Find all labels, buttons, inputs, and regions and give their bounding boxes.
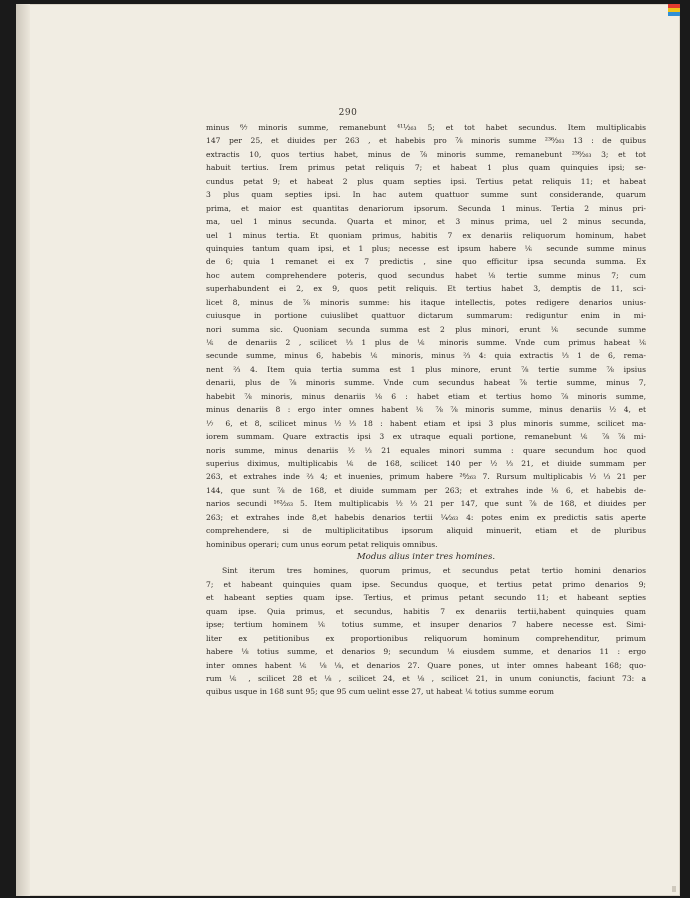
text-line: ipse; tertium hominem ⅙ totius summe, et insuper denarios 7 habere necesse est. Simi- [206,620,646,630]
text-line: habuit tertius. Irem primus petat reliquis 7; et habeat 1 plus quam quinquies ipsi; se- [206,163,646,173]
text-line: cundus petat 9; et habeat 2 plus quam septies ipsi. Tertius petat reliquis 11; et habeat [206,176,646,186]
text-line: liter ex petitionibus ex proportionibus reliquorum hominum comprehenditur, primum [206,633,646,643]
body-text [206,121,646,699]
text-line: licet 8, minus de ⅞ minoris summe: his itaque intellectis, potes redigere denarios unius- [206,297,646,307]
text-line: nent ⅔ 4. Item quia tertia summa est 1 plus minore, erunt ⅞ tertie summe ⅞ ipsius [206,364,646,374]
book-page [16,4,680,896]
text-line: cuiusque in portione cuiuslibet quattuor dictarum summarum: rediguntur enim in mi- [206,311,646,321]
page-gutter-shadow [16,4,30,896]
text-line: comprehendere, si de multiplicitatibus ipsorum aliquid minuerit, etiam et de pluribus [206,526,646,536]
text-line: uel 1 minus tertia. Et quoniam primus, habitis 7 ex denariis reliquorum hominum, habet [206,230,646,240]
text-line: rum ⅙ , scilicet 28 et ⅛ , scilicet 24, et ⅛ , scilicet 21, in unum coniunctis, faciunt 73: a [206,673,646,683]
text-line: quibus usque in 168 sunt 95; que 95 cum uelint esse 27, ut habeat ⅙ totius summe eorum [206,687,554,697]
text-line: et habeant septies quam ipse. Tertius, et primus petant secundo 11; et habeant septies [206,593,646,603]
text-line: 263; et extrahes inde 8,et habebis denarios tertii ¼⁄₂₆₃ 4: potes enim ex predictis satis aperte [206,512,646,522]
text-line: narios secundi ¹⁶²⁄₂₆₃ 5. Item multiplicabis ½ ⅓ 21 per 147, que sunt ⅞ de 168, et diuides per [206,499,646,509]
text-line: iorem summam. Quare extractis ipsi 3 ex utraque equali portione, remanebunt ⅙ ⅞ ⅞ mi- [206,432,646,442]
text-line: minus denariis 8 : ergo inter omnes habent ⅙ ⅞ ⅞ minoris summe, minus denariis ½ 4, et [206,405,646,415]
paragraph-2 [206,564,646,698]
text-line: quam ipse. Quia primus, et secundus, habitis 7 ex denariis tertii,habent quinquies quam [206,606,646,616]
text-line: 144, que sunt ⅞ de 168, et diuide summam per 263; et extrahes inde ⅛ 6, et habebis de- [206,485,646,495]
text-line: extractis 10, quos tertius habet, minus de ⁷⁄₈ minoris summe, remanebunt ²³⁶⁄₂₆₃ 3; et tot [206,149,646,159]
paragraph-1 [206,121,646,551]
text-line: secunde summe, minus 6, habebis ⅙ minoris, minus ⅔ 4: quia extractis ⅓ 1 de 6, rema- [206,351,646,361]
text-line: habebit ⅞ minoris, minus denariis ⅛ 6 : habet etiam et tertius homo ⅞ minoris summe, [206,391,646,401]
page-corner-mark [672,886,676,892]
text-line: noris summe, minus denariis ½ ⅓ 21 equales minori summa : quare secundum hoc quod [206,445,646,455]
text-line: ⅐ 6, et 8, scilicet minus ½ ⅓ 18 : habent etiam et ipsi 3 plus minoris summe, scilicet ma- [206,418,646,428]
text-line: quinquies tantum quam ipsi, et 1 plus; necesse est ipsum habere ⅙ secunde summe minus [206,243,646,253]
text-line: prima, et maior est quantitas denariorum ipsorum. Secunda 1 minus. Tertia 2 minus pri- [206,203,646,213]
text-line: 263, et extrahes inde ⅔ 4; et inuenies, primum habere ²⁶⁄₂₆₃ 7. Rursum multiplicabis ½ ⅓ 21 per [206,472,646,482]
text-line: 3 plus quam septies ipsi. In hac autem quattuor summe sunt considerande, quarum [206,190,646,200]
text-line: minus ⁶⁄₇ minoris summe, remanebunt ⁴¹¹⁄₂₆₃ 5; et tot habet secundus. Item multiplicabis [206,123,646,132]
text-line: superhabundent ei 2, ex 9, quos petit reliquis. Et tertius habet 3, demptis de 11, sci- [206,284,646,294]
text-line: nori summa sic. Quoniam secunda summa est 2 plus minori, erunt ⅙ secunde summe [206,324,646,334]
text-line: ma, uel 1 minus secunda. Quarta et minor, et 3 minus prima, uel 2 minus secunda, [206,217,646,227]
text-line: superius diximus, multiplicabis ⅙ de 168, scilicet 140 per ½ ⅓ 21, et diuide summam per [206,458,646,468]
text-line: de 6; quia 1 remanet ei ex 7 predictis , sine quo efficitur ipsa secunda summa. Ex [206,257,646,267]
color-calibration-bar [668,4,680,16]
section-heading: Modus alius inter tres homines. [356,552,496,562]
text-line: denarii, plus de ⅞ minoris summe. Vnde cum secundus habeat ⅞ tertie summe, minus 7, [206,378,646,388]
text-line: hominibus operari; cum unus eorum petat reliquis omnibus. [206,539,438,549]
calibration-swatch-blue [668,12,680,16]
text-line: Sint iterum tres homines, quorum primus, et secundus petat tertio homini denarios [222,566,646,576]
text-line: ⅙ de denariis 2 , scilicet ⅓ 1 plus de ⅙ minoris summe. Vnde cum primus habeat ⅙ [206,338,646,347]
text-line: inter omnes habent ⅙ ⅛ ⅛, et denarios 27. Quare pones, ut inter omnes habeant 168; quo- [206,660,646,670]
page-number: 290 [338,108,358,118]
text-line: 7; et habeant quinquies quam ipse. Secundus quoque, et tertius petat primo denarios 9; [206,579,646,589]
text-line: habere ⅛ totius summe, et denarios 9; secundum ⅛ eiusdem summe, et denarios 11 : ergo [206,647,646,657]
text-line: 147 per 25, et diuides per 263 , et habebis pro ⁷⁄₈ minoris summe ²³⁶⁄₂₆₃ 13 : de quibus [206,136,646,146]
text-line: hoc autem comprehendere poteris, quod secundus habet ⅛ tertie summe minus 7; cum [206,270,646,280]
